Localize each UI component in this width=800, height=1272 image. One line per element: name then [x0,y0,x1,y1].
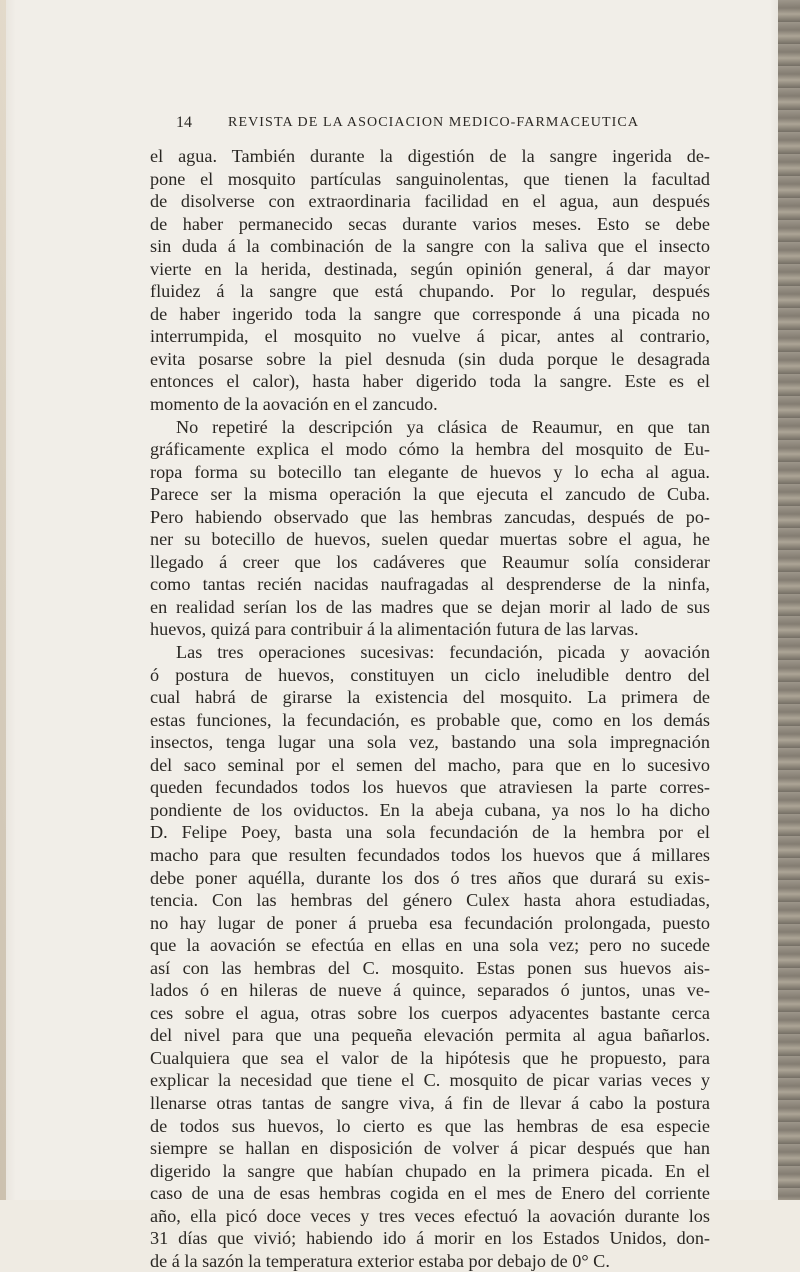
text-line: del saco seminal por el semen del macho, para que en lo sucesivo [150,754,710,775]
text-line: de haber permanecido secas durante varios meses. Esto se debe [150,213,710,234]
text-line: sin duda á la combinación de la sangre con la saliva que el insecto [150,236,710,257]
text-line: de disolverse con extraordinaria facilidad en el agua, aun después [150,191,710,212]
text-line: evita posarse sobre la piel desnuda (sin duda porque le desagrada [150,348,710,369]
text-line: D. Felipe Poey, basta una sola fecundación de la hembra por el [150,822,710,843]
text-line: año, ella picó doce veces y tres veces efectuó la aovación durante los [150,1205,710,1226]
text-line: no hay lugar de poner á prueba esa fecundación prolongada, puesto [150,912,710,933]
running-title: REVISTA DE LA ASOCIACION MEDICO-FARMACEUTICA [228,115,640,130]
page-binding-edge [778,0,800,1200]
text-line: momento de la aovación en el zancudo. [150,394,438,415]
body-text [150,145,710,1272]
text-line: 31 días que vivió; habiendo ido á morir en los Estados Unidos, don- [150,1228,710,1249]
text-line: que la aovación se efectúa en ellas en una sola vez; pero no sucede [150,935,710,956]
text-line: vierte en la herida, destinada, según opinión general, á dar mayor [150,258,710,279]
text-line: llenarse otras tantas de sangre viva, á fin de llevar á cabo la postura [150,1092,710,1113]
text-line: de á la sazón la temperatura exterior estaba por debajo de 0° C. [150,1250,610,1271]
text-line: pondiente de los oviductos. En la abeja cubana, ya nos lo ha dicho [150,799,710,820]
text-line: caso de una de esas hembras cogida en el mes de Enero del corriente [150,1183,710,1204]
text-line: el agua. También durante la digestión de la sangre ingerida de- [150,146,710,166]
text-line: lados ó en hileras de nueve á quince, separados ó juntos, unas ve- [150,980,710,1001]
text-line: Parece ser la misma operación la que ejecuta el zancudo de Cuba. [150,484,710,505]
text-line: ropa forma su botecillo tan elegante de huevos y lo echa al agua. [150,461,710,482]
text-line: pone el mosquito partículas sanguinolentas, que tienen la facultad [150,168,710,189]
page-header [176,114,776,138]
page-left-edge [0,0,6,1200]
text-line: Pero habiendo observado que las hembras zancudas, después de po- [150,506,710,527]
text-line: ó postura de huevos, constituyen un ciclo ineludible dentro del [150,664,710,685]
text-line: llegado á creer que los cadáveres que Reaumur solía considerar [150,551,710,572]
text-line: en realidad serían los de las madres que se dejan morir al lado de sus [150,596,710,617]
text-line: de todos sus huevos, lo cierto es que las hembras de esa especie [150,1115,710,1136]
text-line: ces sobre el agua, otras sobre los cuerpos adyacentes bastante cerca [150,1002,710,1023]
text-line: macho para que resulten fecundados todos los huevos que á millares [150,844,710,865]
text-line: cual habrá de girarse la existencia del mosquito. La primera de [150,687,710,708]
text-line: del nivel para que una pequeña elevación permita al agua bañarlos. [150,1025,710,1046]
text-line: ner su botecillo de huevos, suelen quedar muertas sobre el agua, he [150,529,710,550]
text-line: de haber ingerido toda la sangre que corresponde á una picada no [150,303,710,324]
text-line: No repetiré la descripción ya clásica de Reaumur, en que tan [176,416,710,437]
text-line: entonces el calor), hasta haber digerido toda la sangre. Este es el [150,371,710,392]
text-line: tencia. Con las hembras del género Culex hasta ahora estudiadas, [150,890,710,911]
page-number: 14 [176,114,192,131]
text-line: queden fecundados todos los huevos que atraviesen la parte corres- [150,777,710,798]
text-line: debe poner aquélla, durante los dos ó tres años que durará su exis- [150,867,710,888]
text-line: Las tres operaciones sucesivas: fecundación, picada y aovación [176,642,710,663]
text-line: huevos, quizá para contribuir á la alimentación futura de las larvas. [150,619,639,640]
text-line: así con las hembras del C. mosquito. Estas ponen sus huevos ais- [150,957,710,978]
text-line: explicar la necesidad que tiene el C. mosquito de picar varias veces y [150,1070,710,1091]
text-line: digerido la sangre que habían chupado en la primera picada. En el [150,1160,710,1181]
text-line: interrumpida, el mosquito no vuelve á picar, antes al contrario, [150,326,710,347]
text-line: siempre se hallan en disposición de volver á picar después que han [150,1138,710,1159]
text-line: insectos, tenga lugar una sola vez, bastando una sola impregnación [150,732,710,753]
text-line: estas funciones, la fecundación, es probable que, como en los demás [150,709,710,730]
text-line: gráficamente explica el modo cómo la hembra del mosquito de Eu- [150,439,710,460]
text-line: como tantas recién nacidas naufragadas al desprenderse de la ninfa, [150,574,710,595]
text-line: fluidez á la sangre que está chupando. Por lo regular, después [150,281,710,302]
text-line: Cualquiera que sea el valor de la hipótesis que he propuesto, para [150,1047,710,1068]
